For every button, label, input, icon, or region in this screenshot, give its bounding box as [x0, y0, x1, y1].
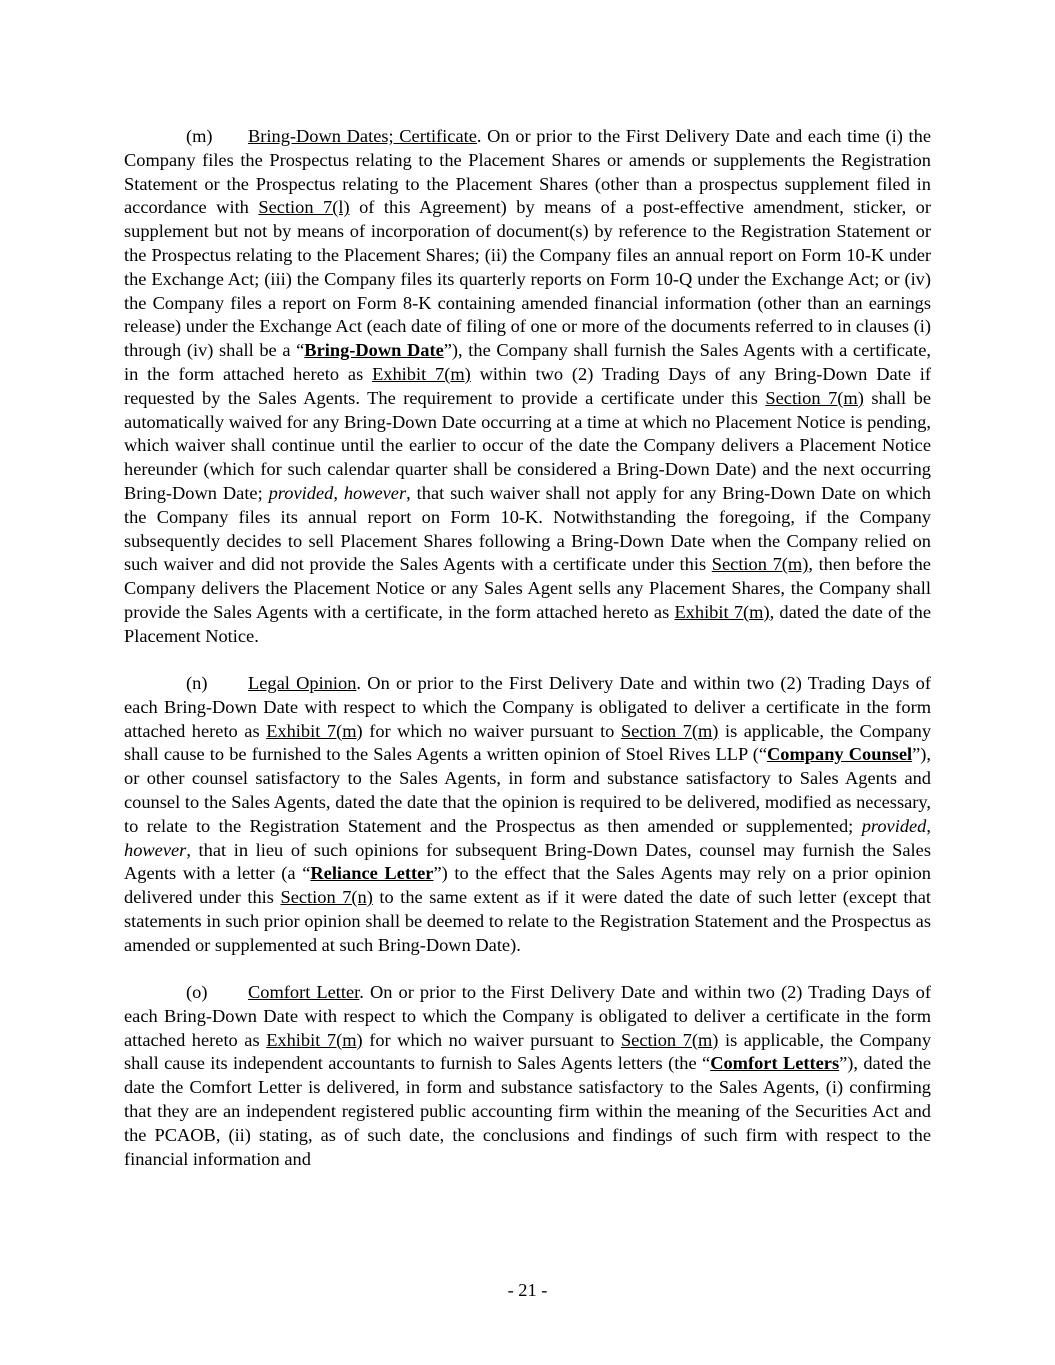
paragraph-m — [124, 125, 931, 649]
document-body — [124, 125, 931, 1195]
body-text: , — [333, 482, 344, 503]
emphasis-text: however — [124, 839, 187, 860]
body-text: within two (2) Trading Days of any Bring-Down Date if requested by the Sales Agents. The requirement to provide a certificate under this — [124, 363, 931, 408]
reference-text: Exhibit 7(m) — [266, 720, 363, 741]
body-text: , then before the Company delivers the Placement Notice or any Sales Agent sells any Placement Shares, the Company shall provide the Sales Agents with a certificate, in the form attached hereto as — [124, 554, 931, 622]
paragraph-o — [124, 981, 931, 1171]
body-text: ”), or other counsel satisfactory to the Sales Agents, in form and substance satisfactory to Sales Agents and counsel to the Sales Agents, dated the date that the opinion is required to be delivered, modified as necessary, to relate to the Registration Statement and the Prospectus as then amended or supplemented; — [124, 744, 931, 836]
body-text: is applicable, the Company shall cause to be furnished to the Sales Agents a written opinion of Stoel Rives LLP (“ — [124, 720, 932, 765]
paragraph-label: (n) — [186, 673, 208, 694]
paragraph-label: (o) — [186, 982, 208, 1003]
body-text: is applicable, the Company shall cause its independent accountants to furnish to Sales Agents letters (the “ — [124, 1029, 932, 1074]
page-number: - 21 - — [507, 1280, 548, 1300]
paragraph-label: (m) — [186, 126, 213, 146]
body-text: to the same extent as if it were dated the date of such letter (except that statements in such prior opinion shall be deemed to relate to the Registration Statement and the Prospectus as amended or supplemented at such Bring-Down Date). — [124, 887, 932, 955]
body-text: for which no waiver pursuant to — [362, 1029, 621, 1050]
emphasis-text: provided — [268, 482, 334, 503]
body-text: ”) to the effect that the Sales Agents may rely on a prior opinion delivered under this — [124, 863, 931, 908]
reference-text: Bring-Down Dates; Certificate — [248, 126, 477, 146]
body-text: . On or prior to the First Delivery Date and each time (i) the Company files the Prospectus relating to the Placement Shares or amends or supplements the Registration Statement or the Prospectus relating to the Placement Shares (other than a prospectus supplement filed in accordance with — [124, 126, 932, 218]
body-text: , that such waiver shall not apply for any Bring-Down Date on which the Company files its annual report on Form 10-K. Notwithstanding the foregoing, if the Company subsequently decides to sell Placement Shares following a Bring-Down Date when the Company relied on such waiver and did not provide the Sales Agents with a certificate under this — [124, 482, 932, 575]
reference-text: Section 7(l) — [258, 197, 350, 218]
body-text: , — [926, 815, 931, 836]
reference-text: Section 7(m) — [765, 387, 864, 408]
defined-term: Company Counsel — [766, 744, 913, 765]
body-text: of this Agreement) by means of a post-effective amendment, sticker, or supplement but not by means of incorporation of document(s) by reference to the Registration Statement or the Prospectus relating to the Placement Shares; (ii) the Company files an annual report on Form 10-K under the Exchange Act; (iii) the Company files its quarterly reports on Form 10-Q under the Exchange Act; or (iv) the Company files a report on Form 8-K containing amended financial information (other than an earnings release) under the Exchange Act (each date of filing of one or more of the documents referred to in clauses (i) through (iv) shall be a “ — [124, 197, 931, 361]
body-text: shall be automatically waived for any Bring-Down Date occurring at a time at which no Placement Notice is pending, which waiver shall continue until the earlier to occur of the date the Company delivers a Placement Notice hereunder (which for such calendar quarter shall be considered a Bring-Down Date) and the next occurring Bring-Down Date; — [124, 387, 931, 503]
reference-text: Section 7(n) — [280, 887, 373, 908]
defined-term: Reliance Letter — [310, 863, 434, 884]
defined-term: Bring-Down Date — [304, 340, 444, 361]
reference-text: Section 7(m) — [711, 554, 809, 575]
reference-text: Exhibit 7(m) — [372, 363, 471, 384]
body-text: . On or prior to the First Delivery Date and within two (2) Trading Days of each Bring-Down Date with respect to which the Company is obligated to deliver a certificate in the form attached hereto as — [124, 673, 931, 741]
emphasis-text: provided — [861, 815, 927, 836]
body-text: , that in lieu of such opinions for subsequent Bring-Down Dates, counsel may furnish the Sales Agents with a letter (a “ — [124, 839, 931, 884]
body-text: ”), dated the date the Comfort Letter is delivered, in form and substance satisfactory to the Sales Agents, (i) confirming that they are an independent registered public accounting firm within the meaning of the Securities Act and the PCAOB, (ii) stating, as of such date, the conclusions and findings of such firm with respect to the financial information and — [124, 1053, 931, 1169]
body-text: . On or prior to the First Delivery Date and within two (2) Trading Days of each Bring-Down Date with respect to which the Company is obligated to deliver a certificate in the form attached hereto as — [124, 982, 931, 1050]
emphasis-text: however — [343, 482, 407, 503]
reference-text: Section 7(m) — [620, 1029, 719, 1050]
body-text: ”), the Company shall furnish the Sales Agents with a certificate, in the form attached hereto as — [124, 340, 932, 384]
reference-text: Exhibit 7(m) — [674, 601, 770, 622]
reference-text: Comfort Letter — [248, 982, 360, 1003]
defined-term: Comfort Letters — [710, 1053, 840, 1074]
body-text: for which no waiver pursuant to — [362, 720, 621, 741]
paragraph-n — [124, 672, 931, 958]
reference-text: Section 7(m) — [620, 720, 719, 741]
reference-text: Exhibit 7(m) — [266, 1029, 363, 1050]
reference-text: Legal Opinion — [248, 673, 357, 694]
body-text: , dated the date of the Placement Notice. — [124, 601, 931, 646]
